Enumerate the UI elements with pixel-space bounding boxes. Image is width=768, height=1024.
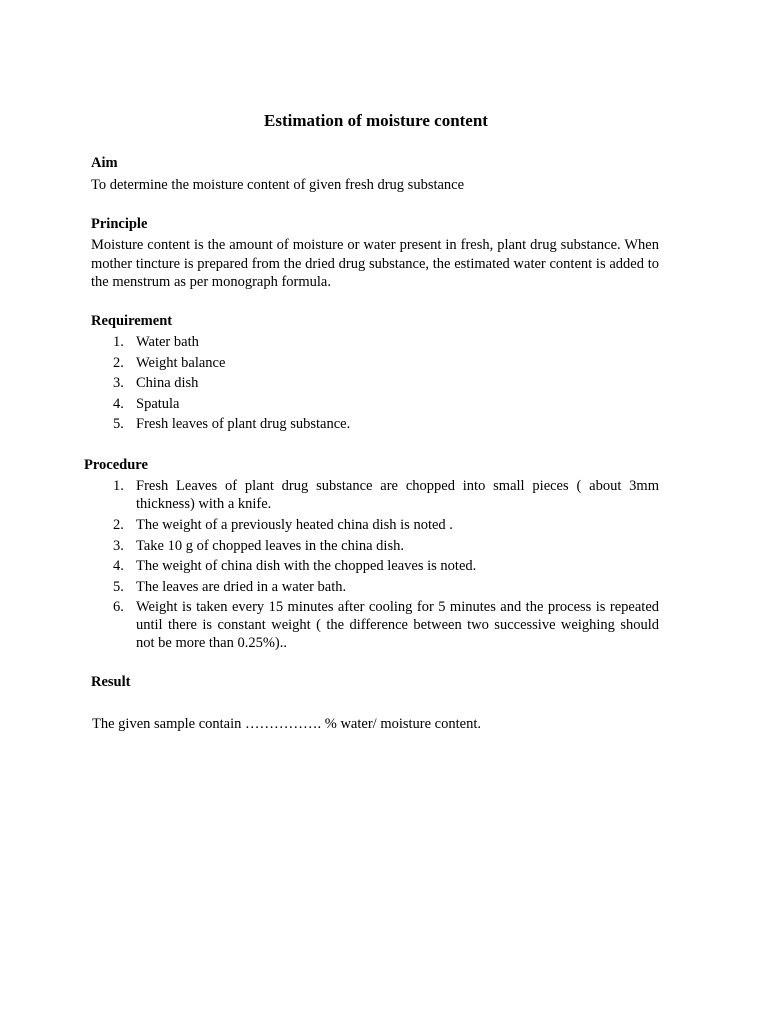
aim-text: To determine the moisture content of given fresh drug substance: [91, 177, 465, 193]
requirement-heading: Requirement: [91, 313, 173, 329]
principle-heading: Principle: [91, 216, 148, 232]
list-item: 3. China dish: [113, 375, 199, 391]
principle-text: Moisture content is the amount of moisture or water present in fresh, plant drug substance. When mother tincture is prepared from the dried drug substance, the estimated water content is added to the menstrum as per monograph formula.: [91, 237, 659, 290]
list-item: 2. The weight of a previously heated china dish is noted .: [113, 517, 453, 533]
aim-heading: Aim: [91, 155, 118, 171]
list-item: 4. The weight of china dish with the chopped leaves is noted.: [113, 558, 477, 574]
procedure-heading: Procedure: [84, 457, 148, 473]
list-item: 6. Weight is taken every 15 minutes after cooling for 5 minutes and the process is repeated until there is constant weight ( the difference between two successive weighing should not be more than 0.25%)..: [113, 599, 659, 651]
list-item: 2. Weight balance: [113, 354, 226, 371]
list-item: 4. Spatula: [113, 395, 180, 412]
list-item: 1. Fresh Leaves of plant drug substance are chopped into small pieces ( about 3mm thickness) with a knife.: [113, 478, 659, 512]
list-item: 5. Fresh leaves of plant drug substance.: [113, 416, 351, 432]
procedure-list: [91, 477, 659, 652]
list-item: 5. The leaves are dried in a water bath.: [113, 578, 347, 595]
result-text: The given sample contain ……………. % water/ moisture content.: [92, 716, 481, 732]
list-item: 3. Take 10 g of chopped leaves in the china dish.: [113, 537, 404, 554]
result-heading: Result: [91, 674, 131, 690]
page-title: Estimation of moisture content: [264, 111, 488, 130]
requirement-list: [91, 333, 659, 433]
list-item: 1. Water bath: [113, 334, 199, 350]
